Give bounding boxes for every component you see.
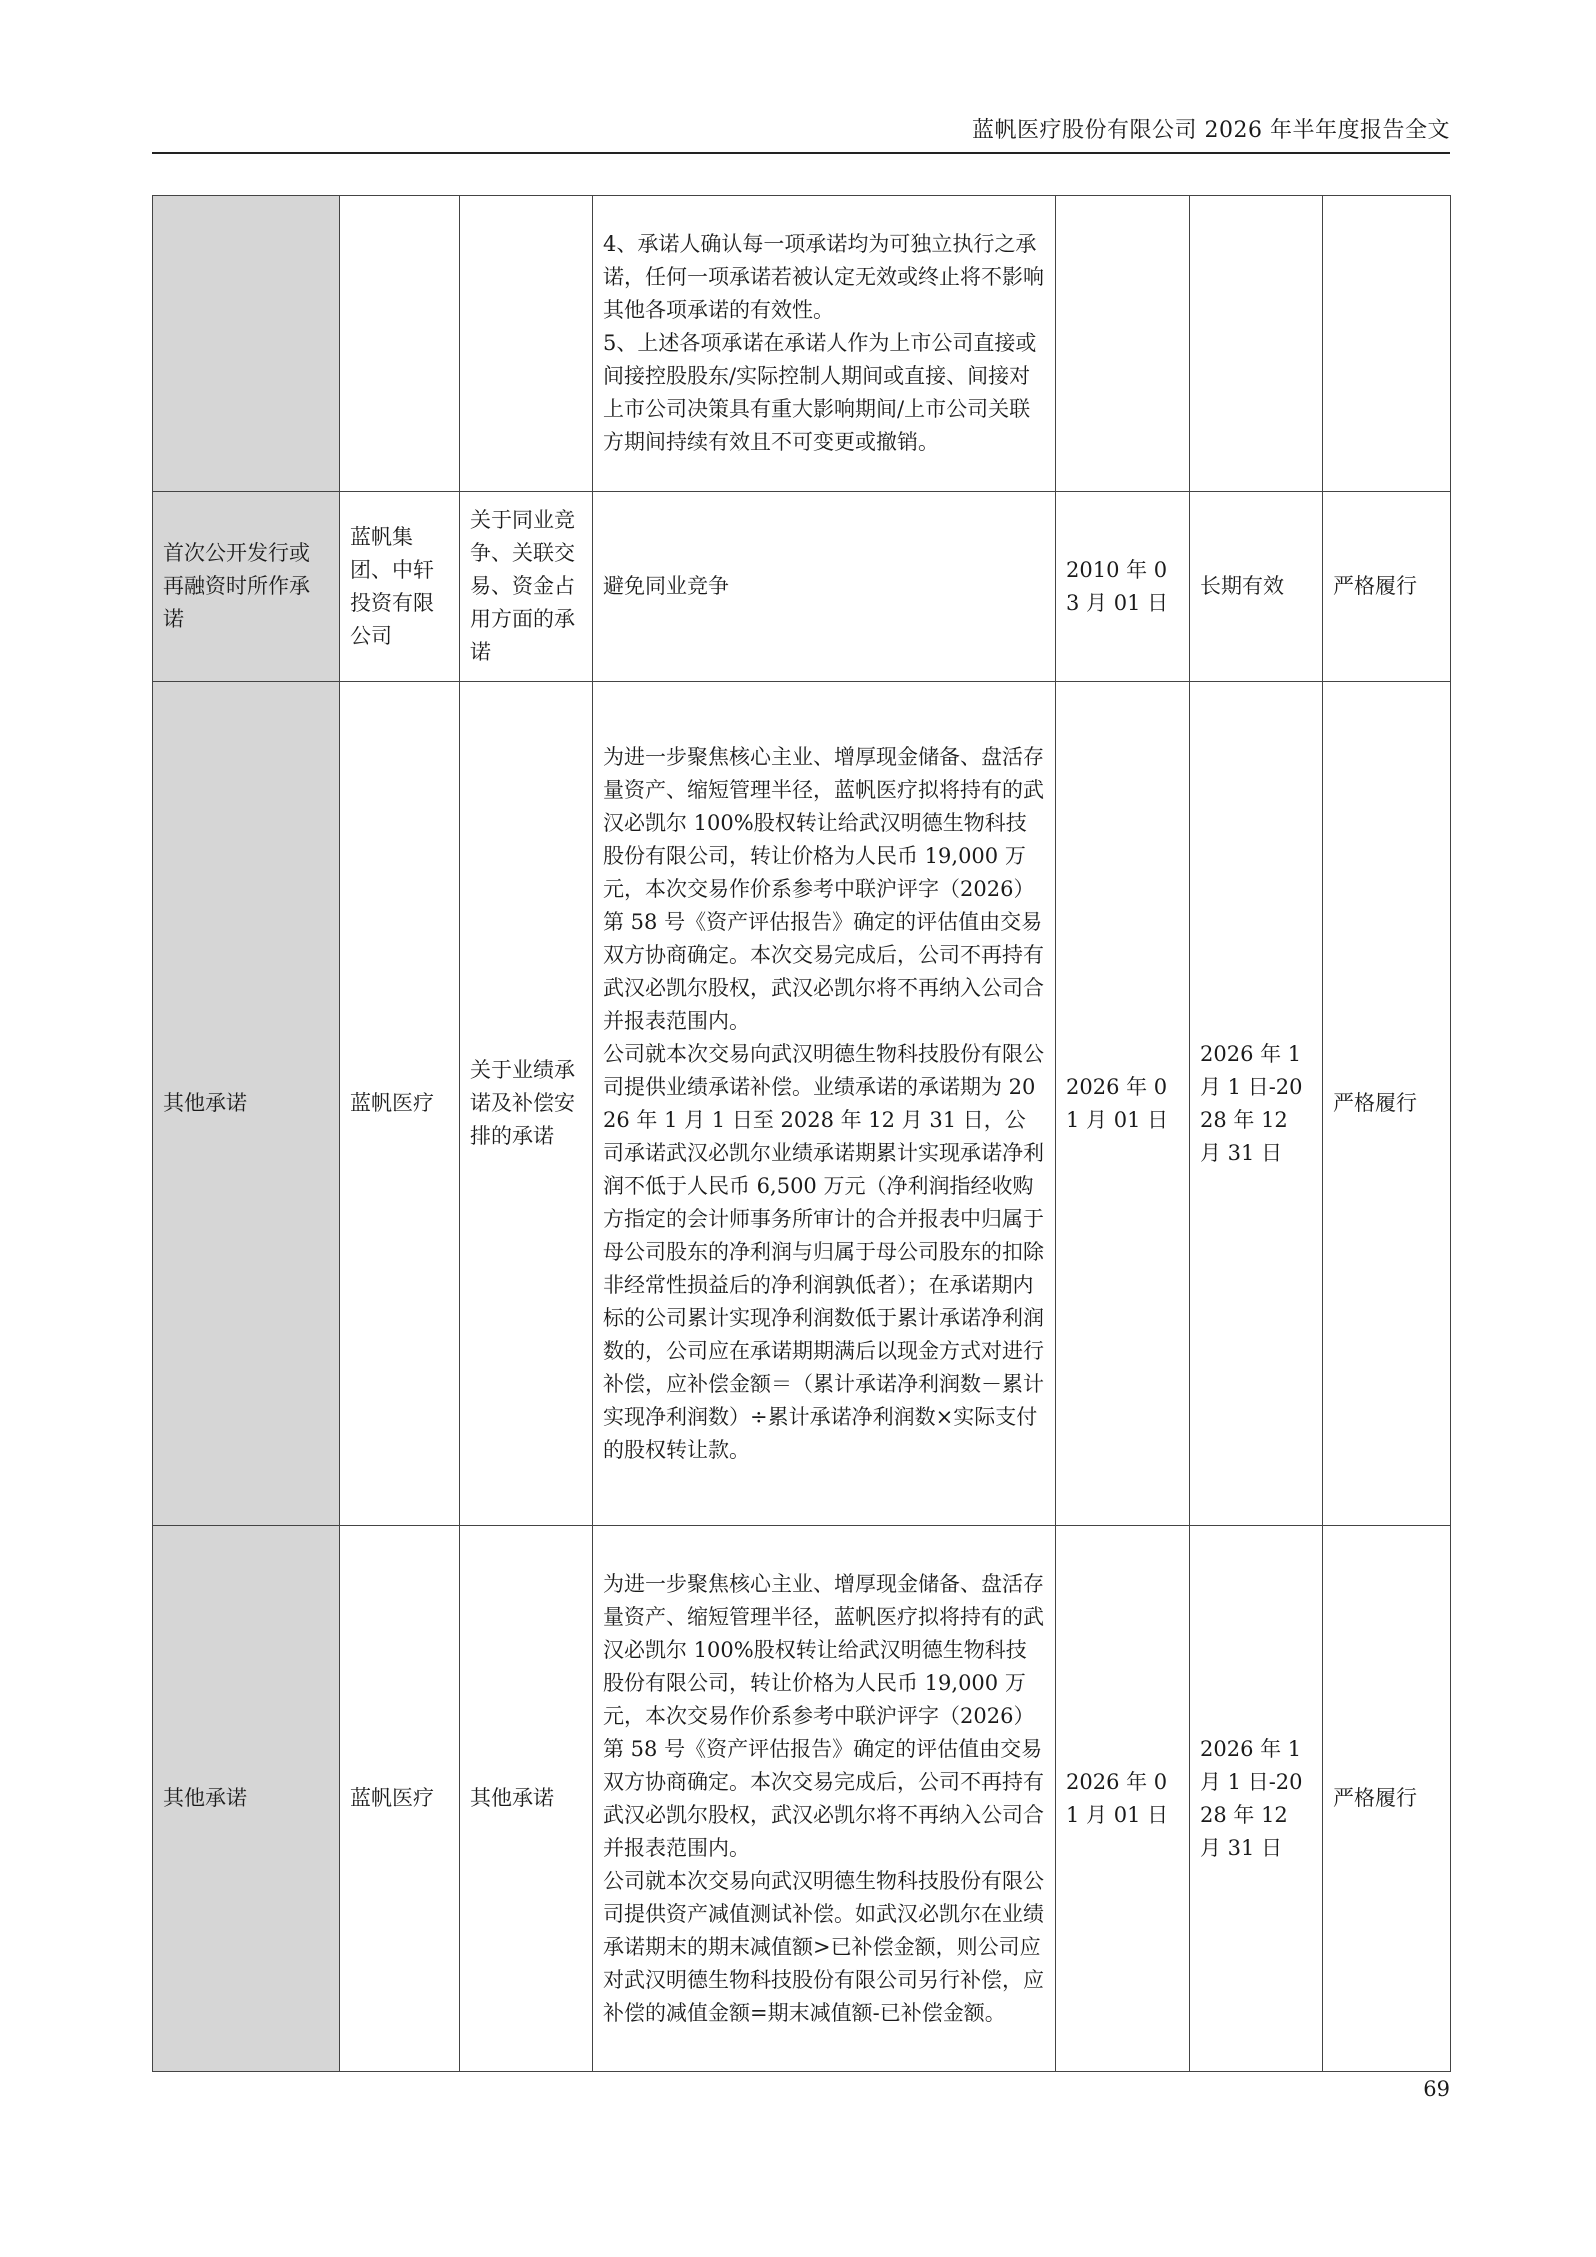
- page-number: 69: [1423, 2077, 1450, 2101]
- commitment-content-cell: [593, 1526, 1056, 2072]
- commitment-content-paragraph: 为进一步聚焦核心主业、增厚现金储备、盘活存量资产、缩短管理半径，蓝帆医疗拟将持有的武汉必凯尔 100%股权转让给武汉明德生物科技股份有限公司，转让价格为人民币 19,000 万元，本次交易作价系参考中联沪评字（2026）第 58 号《资产评估报告》确定的评估值由交易双方协商确定。本次交易完成后，公司不再持有武汉必凯尔股权，武汉必凯尔将不再纳入公司合并报表范围内。: [603, 744, 1044, 1033]
- table-row: [153, 196, 1451, 492]
- commitment-date-cell: 2026 年 01 月 01 日: [1056, 1526, 1190, 2072]
- commitment-category-cell: 关于同业竞争、关联交易、资金占用方面的承诺: [460, 492, 593, 682]
- commitment-status-cell: 严格履行: [1323, 1526, 1451, 2072]
- commitment-content-paragraph: 避免同业竞争: [603, 574, 729, 598]
- table-row: [153, 682, 1451, 1526]
- header-divider: [152, 152, 1450, 154]
- commitment-type-cell: [153, 196, 340, 492]
- commitment-status-cell: 严格履行: [1323, 492, 1451, 682]
- commitment-date-cell: [1056, 196, 1190, 492]
- commitment-date-cell: 2026 年 01 月 01 日: [1056, 682, 1190, 1526]
- commitment-content-paragraph: 4、承诺人确认每一项承诺均为可独立执行之承诺，任何一项承诺若被认定无效或终止将不影响其他各项承诺的有效性。: [603, 232, 1044, 322]
- commitment-status-cell: 严格履行: [1323, 682, 1451, 1526]
- report-header-title: 蓝帆医疗股份有限公司 2026 年半年度报告全文: [972, 118, 1450, 143]
- commitment-content-cell: [593, 682, 1056, 1526]
- commitment-party-cell: 蓝帆医疗: [340, 1526, 460, 2072]
- commitment-term-cell: 长期有效: [1190, 492, 1323, 682]
- commitment-category-cell: [460, 196, 593, 492]
- commitments-table: [152, 195, 1451, 2072]
- commitment-term-cell: 2026 年 1 月 1 日-2028 年 12 月 31 日: [1190, 682, 1323, 1526]
- table-row: [153, 492, 1451, 682]
- commitment-status-cell: [1323, 196, 1451, 492]
- commitment-type-cell: 其他承诺: [153, 1526, 340, 2072]
- commitment-term-cell: [1190, 196, 1323, 492]
- commitment-party-cell: 蓝帆医疗: [340, 682, 460, 1526]
- commitment-category-cell: 其他承诺: [460, 1526, 593, 2072]
- commitment-category-cell: 关于业绩承诺及补偿安排的承诺: [460, 682, 593, 1526]
- commitment-content-paragraph: 公司就本次交易向武汉明德生物科技股份有限公司提供资产减值测试补偿。如武汉必凯尔在业绩承诺期末的期末减值额>已补偿金额，则公司应对武汉明德生物科技股份有限公司另行补偿，应补偿的减值金额=期末减值额-已补偿金额。: [603, 1868, 1044, 2025]
- table-row: [153, 1526, 1451, 2072]
- commitment-type-cell: 首次公开发行或再融资时所作承诺: [153, 492, 340, 682]
- commitment-content-cell: [593, 196, 1056, 492]
- commitment-content-paragraph: 5、上述各项承诺在承诺人作为上市公司直接或间接控股股东/实际控制人期间或直接、间接对上市公司决策具有重大影响期间/上市公司关联方期间持续有效且不可变更或撤销。: [603, 331, 1037, 454]
- commitment-term-cell: 2026 年 1 月 1 日-2028 年 12 月 31 日: [1190, 1526, 1323, 2072]
- commitment-content-paragraph: 为进一步聚焦核心主业、增厚现金储备、盘活存量资产、缩短管理半径，蓝帆医疗拟将持有的武汉必凯尔 100%股权转让给武汉明德生物科技股份有限公司，转让价格为人民币 19,000 万元，本次交易作价系参考中联沪评字（2026）第 58 号《资产评估报告》确定的评估值由交易双方协商确定。本次交易完成后，公司不再持有武汉必凯尔股权，武汉必凯尔将不再纳入公司合并报表范围内。: [603, 1571, 1044, 1860]
- commitment-content-cell: [593, 492, 1056, 682]
- commitment-date-cell: 2010 年 03 月 01 日: [1056, 492, 1190, 682]
- commitment-type-cell: 其他承诺: [153, 682, 340, 1526]
- commitment-content-paragraph: 公司就本次交易向武汉明德生物科技股份有限公司提供业绩承诺补偿。业绩承诺的承诺期为 2026 年 1 月 1 日至 2028 年 12 月 31 日，公司承诺武汉必凯尔业绩承诺期累计实现承诺净利润不低于人民币 6,500 万元（净利润指经收购方指定的会计师事务所审计的合并报表中归属于母公司股东的净利润与归属于母公司股东的扣除非经常性损益后的净利润孰低者）；在承诺期内标的公司累计实现净利润数低于累计承诺净利润数的，公司应在承诺期期满后以现金方式对进行补偿，应补偿金额＝（累计承诺净利润数－累计实现净利润数）÷累计承诺净利润数×实际支付的股权转让款。: [603, 1041, 1044, 1462]
- commitment-party-cell: [340, 196, 460, 492]
- commitment-party-cell: 蓝帆集团、中轩投资有限公司: [340, 492, 460, 682]
